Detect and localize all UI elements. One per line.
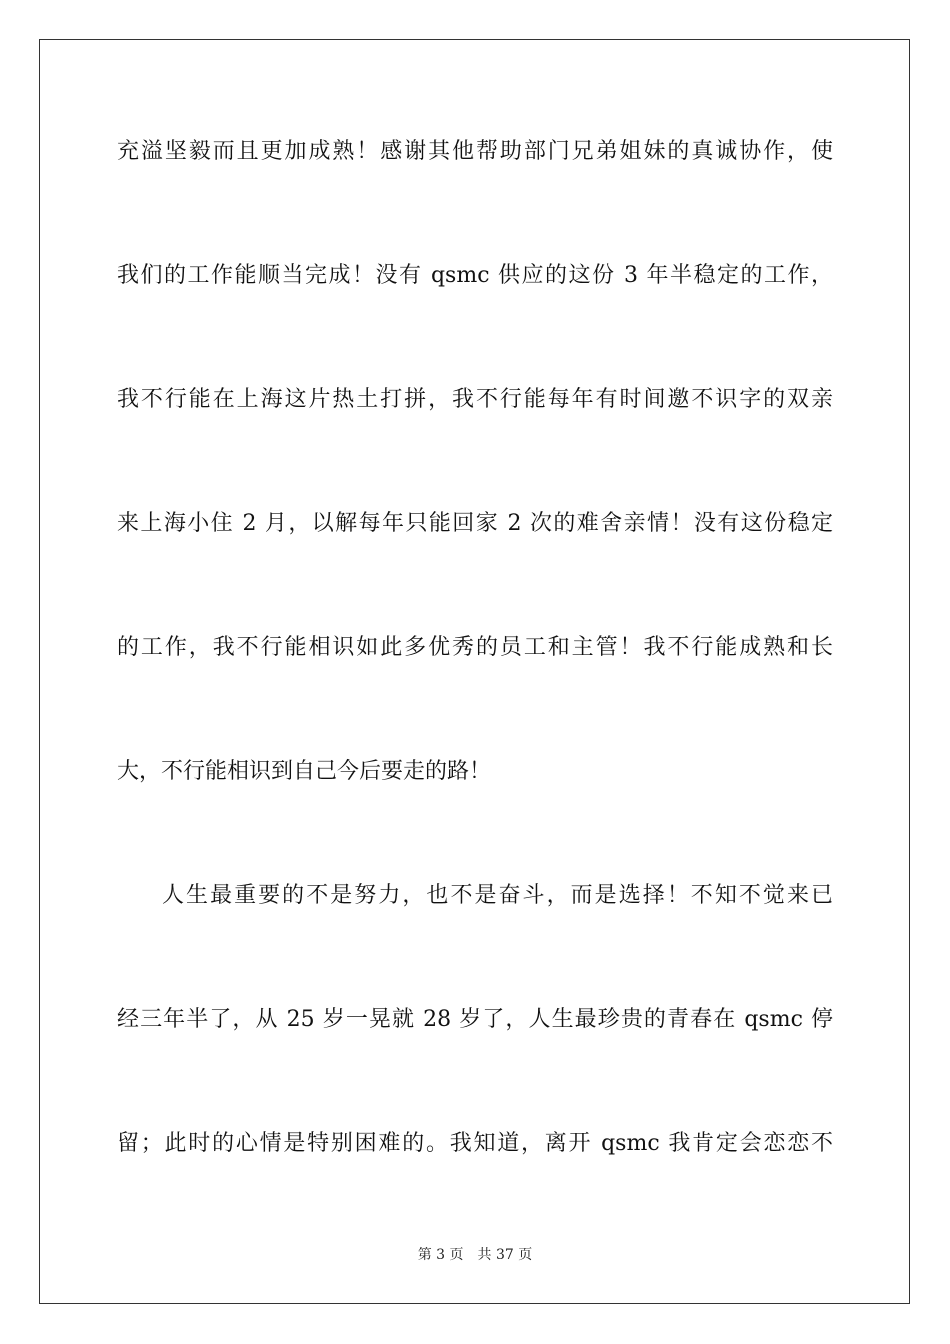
page-total: 共 37 页 (477, 1247, 533, 1263)
body-text-line-2: 我们的工作能顺当完成！没有 qsmc 供应的这份 3 年半稳定的工作， (117, 263, 833, 288)
body-text-line-9: 留；此时的心情是特别困难的。我知道，离开 qsmc 我肯定会恋恋不 (117, 1131, 833, 1156)
page-number: 第 3 页 (417, 1247, 464, 1263)
body-text-line-3: 我不行能在上海这片热土打拼，我不行能每年有时间邀不识字的双亲 (117, 387, 833, 412)
body-text-line-7: 人生最重要的不是努力，也不是奋斗，而是选择！不知不觉来已 (162, 883, 833, 908)
page-footer (0, 1246, 950, 1264)
body-text-line-1: 充溢坚毅而且更加成熟！感谢其他帮助部门兄弟姐妹的真诚协作，使 (117, 139, 833, 164)
body-text-line-6: 大，不行能相识到自己今后要走的路！ (117, 759, 492, 784)
body-text-line-4: 来上海小住 2 月，以解每年只能回家 2 次的难舍亲情！没有这份稳定 (117, 511, 833, 536)
page-border (39, 39, 910, 1304)
body-text-line-8: 经三年半了，从 25 岁一晃就 28 岁了，人生最珍贵的青春在 qsmc 停 (117, 1007, 833, 1032)
body-text-line-5: 的工作，我不行能相识如此多优秀的员工和主管！我不行能成熟和长 (117, 635, 833, 660)
